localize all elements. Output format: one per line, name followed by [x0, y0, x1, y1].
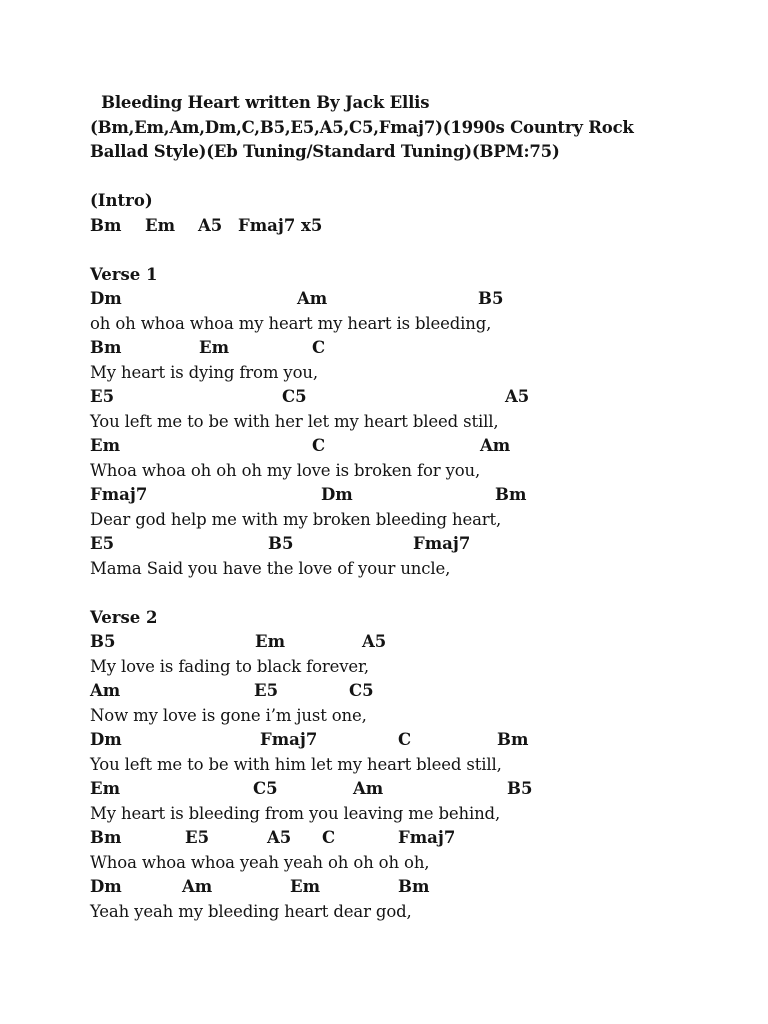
chord: Em: [199, 338, 230, 357]
lyric-line: My heart is dying from you,: [90, 362, 318, 382]
chord: Em: [90, 436, 121, 455]
chord: E5: [90, 387, 115, 406]
chord: C: [322, 828, 336, 847]
chord: Bm: [90, 215, 122, 235]
section-label-verse-2: Verse 2: [90, 607, 158, 627]
chord: Bm: [398, 877, 430, 896]
chord: Dm: [90, 730, 122, 749]
chord: C: [312, 436, 326, 455]
chord: C5: [349, 681, 374, 700]
chord: Am: [480, 436, 511, 455]
song-title: Bleeding Heart written By Jack Ellis: [90, 93, 430, 112]
chord-line: [90, 336, 750, 361]
lyric-line: oh oh whoa whoa my heart my heart is bleeding,: [90, 313, 492, 333]
chord: E5: [254, 681, 279, 700]
chord: Em: [255, 632, 286, 651]
chord: Bm: [497, 730, 529, 749]
chord-line: [90, 630, 750, 655]
chord: B5: [90, 632, 116, 651]
chord-sheet: [90, 91, 750, 924]
chord-line: [90, 483, 750, 508]
chord: A5: [505, 387, 530, 406]
lyric-line: Dear god help me with my broken bleeding heart,: [90, 509, 502, 529]
chord: C5: [253, 779, 278, 798]
chord: Am: [297, 289, 328, 308]
chord: B5: [268, 534, 294, 553]
chord: Fmaj7: [413, 534, 471, 553]
chord: Fmaj7: [90, 485, 148, 504]
chord: A5: [267, 828, 292, 847]
song-chord-list: (Bm,Em,Am,Dm,C,B5,E5,A5,C5,Fmaj7)(1990s Country Rock: [90, 117, 634, 137]
chord: B5: [507, 779, 533, 798]
chord-line: [90, 532, 750, 557]
lyric-line: Now my love is gone i’m just one,: [90, 705, 367, 725]
chord: A5: [362, 632, 387, 651]
chord: Bm: [90, 828, 122, 847]
chord: Em: [90, 779, 121, 798]
song-style-info: Ballad Style)(Eb Tuning/Standard Tuning)(BPM:75): [90, 142, 560, 161]
lyric-line: Whoa whoa whoa yeah yeah oh oh oh oh,: [90, 852, 430, 872]
chord: Dm: [90, 877, 122, 896]
intro-chord-line: [90, 214, 750, 239]
chord: Dm: [90, 289, 122, 308]
lyric-line: My heart is bleeding from you leaving me behind,: [90, 803, 501, 823]
chord-line: [90, 385, 750, 410]
chord: Bm: [90, 338, 122, 357]
lyric-line: Yeah yeah my bleeding heart dear god,: [90, 901, 412, 921]
chord: Fmaj7: [260, 730, 318, 749]
chord: B5: [478, 289, 504, 308]
chord: Bm: [495, 485, 527, 504]
chord: E5: [90, 534, 115, 553]
lyric-line: Whoa whoa oh oh oh my love is broken for you,: [90, 460, 481, 480]
chord: Am: [90, 681, 121, 700]
chord-line: [90, 875, 750, 900]
chord: Em: [290, 877, 321, 896]
chord-line: [90, 287, 750, 312]
chord: Fmaj7 x5: [238, 215, 323, 235]
spacer: [90, 165, 750, 190]
lyric-line: Mama Said you have the love of your uncle,: [90, 558, 451, 578]
chord-line: [90, 777, 750, 802]
chord: Dm: [321, 485, 353, 504]
lyric-line: My love is fading to black forever,: [90, 656, 370, 676]
chord: C5: [282, 387, 307, 406]
chord-line: [90, 728, 750, 753]
chord: C: [398, 730, 412, 749]
chord: Am: [353, 779, 384, 798]
chord: Em: [145, 215, 176, 235]
chord-line: [90, 826, 750, 851]
chord: A5: [198, 215, 223, 235]
spacer: [90, 238, 750, 263]
chord: E5: [185, 828, 210, 847]
spacer: [90, 581, 750, 606]
section-label-intro: (Intro): [90, 191, 153, 210]
chord: Fmaj7: [398, 828, 456, 847]
chord: C: [312, 338, 326, 357]
lyric-line: You left me to be with him let my heart bleed still,: [90, 754, 502, 774]
lyric-line: You left me to be with her let my heart bleed still,: [90, 411, 499, 431]
section-label-verse-1: Verse 1: [90, 264, 158, 284]
chord-line: [90, 434, 750, 459]
chord: Am: [182, 877, 213, 896]
chord-line: [90, 679, 750, 704]
